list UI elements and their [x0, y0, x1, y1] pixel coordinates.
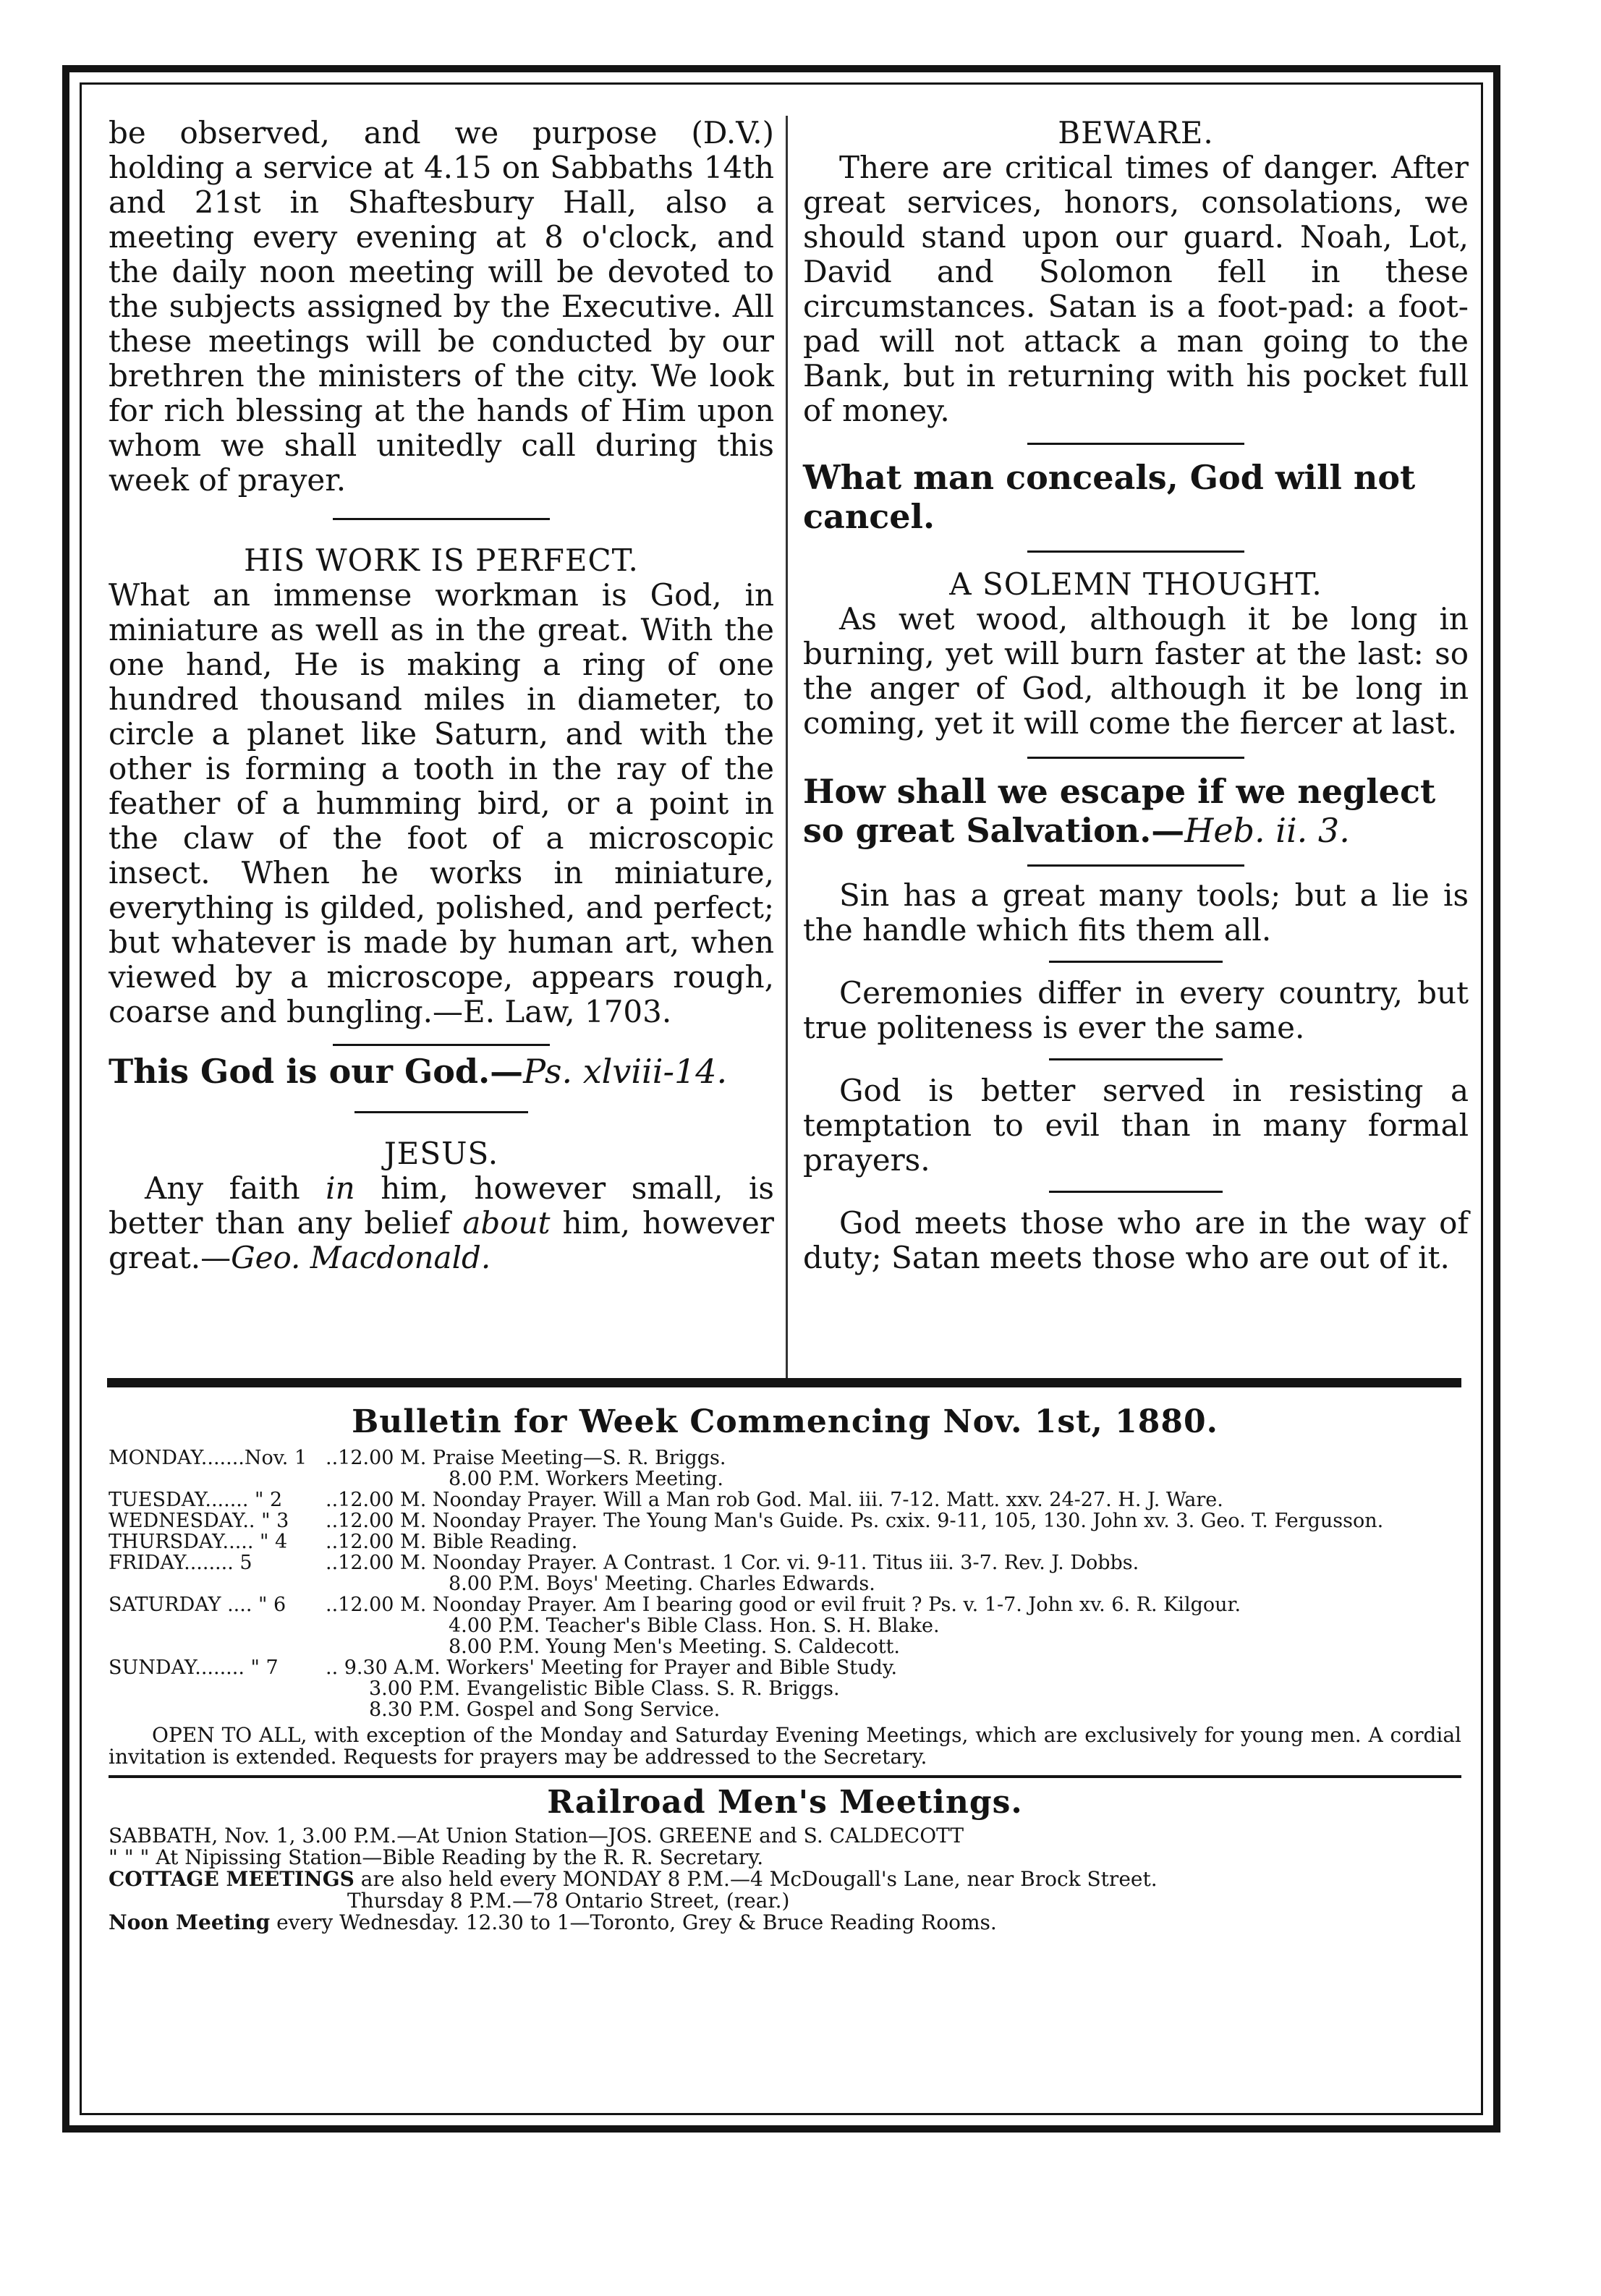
escape-line: [803, 772, 1469, 850]
schedule-day: SATURDAY .... " 6: [109, 1594, 286, 1616]
schedule-day: [109, 1636, 326, 1657]
right-column: [803, 116, 1469, 1275]
schedule-row: [109, 1615, 1461, 1636]
schedule-row: [109, 1657, 1461, 1678]
sin-paragraph: Sin has a great many tools; but a lie is the handle which fits them all.: [803, 877, 1469, 948]
this-god-reference: Ps. xlviii-14.: [523, 1052, 728, 1091]
schedule-day: FRIDAY........ 5: [109, 1552, 252, 1574]
schedule-entry: ..12.00 M. Noonday Prayer. Am I bearing good or evil fruit ? Ps. v. 1-7. John xv. 6. R. Kilgour.: [326, 1594, 1241, 1616]
jesus-text-part: him, however small, is better than any belief: [109, 1170, 774, 1241]
schedule-row: [109, 1447, 1461, 1468]
schedule-row: [109, 1699, 1461, 1720]
divider-rule: [1049, 1191, 1223, 1193]
bulletin-top-rule: [107, 1378, 1461, 1387]
solemn-thought-heading: A SOLEMN THOUGHT.: [949, 566, 1322, 602]
schedule-entry: ..12.00 M. Noonday Prayer. The Young Man's Guide. Ps. cxix. 9-11, 105, 130. John xv. 3. Geo. T. Fergusson.: [326, 1510, 1384, 1532]
railroad-line-1: SABBATH, Nov. 1, 3.00 P.M.—At Union Station—JOS. GREENE and S. CALDECOTT: [109, 1824, 964, 1848]
schedule-day: [109, 1699, 326, 1720]
cottage-meetings-label: COTTAGE MEETINGS: [109, 1867, 354, 1891]
this-god-text: This God is our God.—: [109, 1052, 524, 1091]
schedule-entry: ..12.00 M. Noonday Prayer. A Contrast. 1 Cor. vi. 9-11. Titus iii. 3-7. Rev. J. Dobbs.: [326, 1552, 1139, 1574]
schedule-day: MONDAY.......Nov. 1: [109, 1447, 307, 1469]
jesus-text-emphasis: in: [326, 1170, 355, 1206]
beware-paragraph: There are critical times of danger. After great services, honors, consolations, we should stand upon our guard. Noah, Lot, David and Solomon fell in these circumstances. Satan is a foot-pad: a foot-pad will not attack a man going to the Bank, but in returning with his pocket full of money.: [803, 150, 1469, 428]
noon-meeting-line: [109, 1912, 1461, 1934]
schedule-row: [109, 1636, 1461, 1657]
escape-text: How shall we escape if we neglect so great Salvation.—: [803, 772, 1436, 850]
schedule-row: [109, 1594, 1461, 1615]
schedule-row: [109, 1468, 1461, 1489]
schedule-day: TUESDAY....... " 2: [109, 1489, 283, 1511]
meets-paragraph: God meets those who are in the way of duty; Satan meets those who are out of it.: [803, 1205, 1469, 1275]
divider-rule: [1027, 443, 1244, 445]
schedule-day: [109, 1468, 326, 1489]
cottage-meetings-line: [109, 1868, 1461, 1890]
schedule-row: [109, 1531, 1461, 1552]
bulletin-title: Bulletin for Week Commencing Nov. 1st, 1880.: [352, 1403, 1218, 1440]
schedule-list: [109, 1447, 1461, 1720]
this-god-line: [109, 1052, 774, 1091]
schedule-row: [109, 1678, 1461, 1699]
schedule-entry: ..12.00 M. Bible Reading.: [326, 1531, 578, 1553]
conceals-line: What man conceals, God will not cancel.: [803, 458, 1416, 536]
schedule-entry: .. 9.30 A.M. Workers' Meeting for Prayer and Bible Study.: [326, 1657, 898, 1679]
his-work-heading: HIS WORK IS PERFECT.: [244, 543, 639, 578]
divider-rule: [1027, 550, 1244, 553]
schedule-entry: 8.00 P.M. Boys' Meeting. Charles Edwards.: [449, 1573, 875, 1595]
divider-rule: [1027, 864, 1244, 867]
served-paragraph: God is better served in resisting a temptation to evil than in many formal prayers.: [803, 1073, 1469, 1178]
jesus-text-emphasis: about: [462, 1205, 551, 1241]
noon-meeting-label: Noon Meeting: [109, 1910, 271, 1934]
his-work-paragraph: What an immense workman is God, in miniature as well as in the great. With the one hand, He is making a ring of one hundred thousand miles in diameter, to circle a planet like Saturn, and with the other is forming a tooth in the ray of the feather of a humming bird, or a point in the claw of the foot of a microscopic insect. When he works in miniature, everything is gilded, polished, and perfect; but whatever is made by human art, when viewed by a microscope, appears rough, coarse and bungling.—E. Law, 1703.: [109, 577, 774, 1029]
jesus-paragraph: [109, 1171, 774, 1275]
schedule-day: [109, 1678, 326, 1699]
cottage-meetings-text: are also held every MONDAY 8 P.M.—4 McDougall's Lane, near Brock Street.: [354, 1867, 1158, 1891]
column-divider: [786, 116, 788, 1382]
schedule-entry: 8.00 P.M. Young Men's Meeting. S. Caldecott.: [449, 1636, 900, 1658]
schedule-entry: 3.00 P.M. Evangelistic Bible Class. S. R. Briggs.: [369, 1678, 840, 1700]
divider-rule: [333, 518, 550, 520]
divider-rule: [354, 1111, 528, 1113]
schedule-row: [109, 1489, 1461, 1510]
jesus-author: Geo. Macdonald.: [231, 1240, 491, 1275]
divider-rule: [1049, 1058, 1223, 1060]
schedule-day: SUNDAY........ " 7: [109, 1657, 279, 1679]
jesus-heading: JESUS.: [383, 1136, 499, 1171]
thursday-line: Thursday 8 P.M.—78 Ontario Street, (rear.): [347, 1889, 790, 1913]
schedule-day: WEDNESDAY.. " 3: [109, 1510, 289, 1532]
bulletin-section: [109, 1403, 1461, 1934]
beware-heading: BEWARE.: [1058, 115, 1214, 150]
divider-rule: [1049, 961, 1223, 963]
escape-reference: Heb. ii. 3.: [1184, 811, 1350, 850]
jesus-text-part: Any faith: [145, 1170, 326, 1206]
schedule-row: [109, 1573, 1461, 1594]
left-column: [109, 116, 774, 1275]
divider-rule: [1027, 757, 1244, 759]
intro-paragraph: be observed, and we purpose (D.V.) holding a service at 4.15 on Sabbaths 14th and 21st in Shaftesbury Hall, also a meeting every evening at 8 o'clock, and the daily noon meeting will be devoted to the subjects assigned by the Executive. All these meetings will be conducted by our brethren the ministers of the city. We look for rich blessing at the hands of Him upon whom we shall unitedly call during this week of prayer.: [109, 115, 774, 498]
open-to-all-notice: OPEN TO ALL, with exception of the Monday and Saturday Evening Meetings, which are exclusively for young men. A cordial invitation is extended. Requests for prayers may be addressed to the Secretary.: [109, 1723, 1461, 1769]
schedule-entry: ..12.00 M. Noonday Prayer. Will a Man rob God. Mal. iii. 7-12. Matt. xxv. 24-27. H. J. Ware.: [326, 1489, 1223, 1511]
jesus-text-part: him, however great.—: [109, 1205, 774, 1275]
schedule-entry: 8.00 P.M. Workers Meeting.: [449, 1468, 723, 1490]
divider-rule: [333, 1044, 550, 1046]
schedule-day: [109, 1573, 326, 1594]
schedule-entry: 8.30 P.M. Gospel and Song Service.: [369, 1698, 721, 1721]
ceremonies-paragraph: Ceremonies differ in every country, but true politeness is ever the same.: [803, 975, 1469, 1045]
schedule-day: THURSDAY..... " 4: [109, 1531, 288, 1553]
section-rule: [109, 1775, 1461, 1778]
solemn-thought-paragraph: As wet wood, although it be long in burning, yet will burn faster at the last: so the anger of God, although it be long in coming, yet it will come the fiercer at last.: [803, 601, 1469, 741]
schedule-day: [109, 1615, 326, 1636]
railroad-title: Railroad Men's Meetings.: [547, 1784, 1023, 1821]
railroad-line-2: " " " At Nipissing Station—Bible Reading by the R. R. Secretary.: [109, 1845, 764, 1869]
schedule-entry: 4.00 P.M. Teacher's Bible Class. Hon. S. H. Blake.: [449, 1615, 940, 1637]
schedule-entry: ..12.00 M. Praise Meeting—S. R. Briggs.: [326, 1447, 726, 1469]
schedule-row: [109, 1510, 1461, 1531]
schedule-row: [109, 1552, 1461, 1573]
noon-meeting-text: every Wednesday. 12.30 to 1—Toronto, Grey & Bruce Reading Rooms.: [270, 1910, 997, 1934]
